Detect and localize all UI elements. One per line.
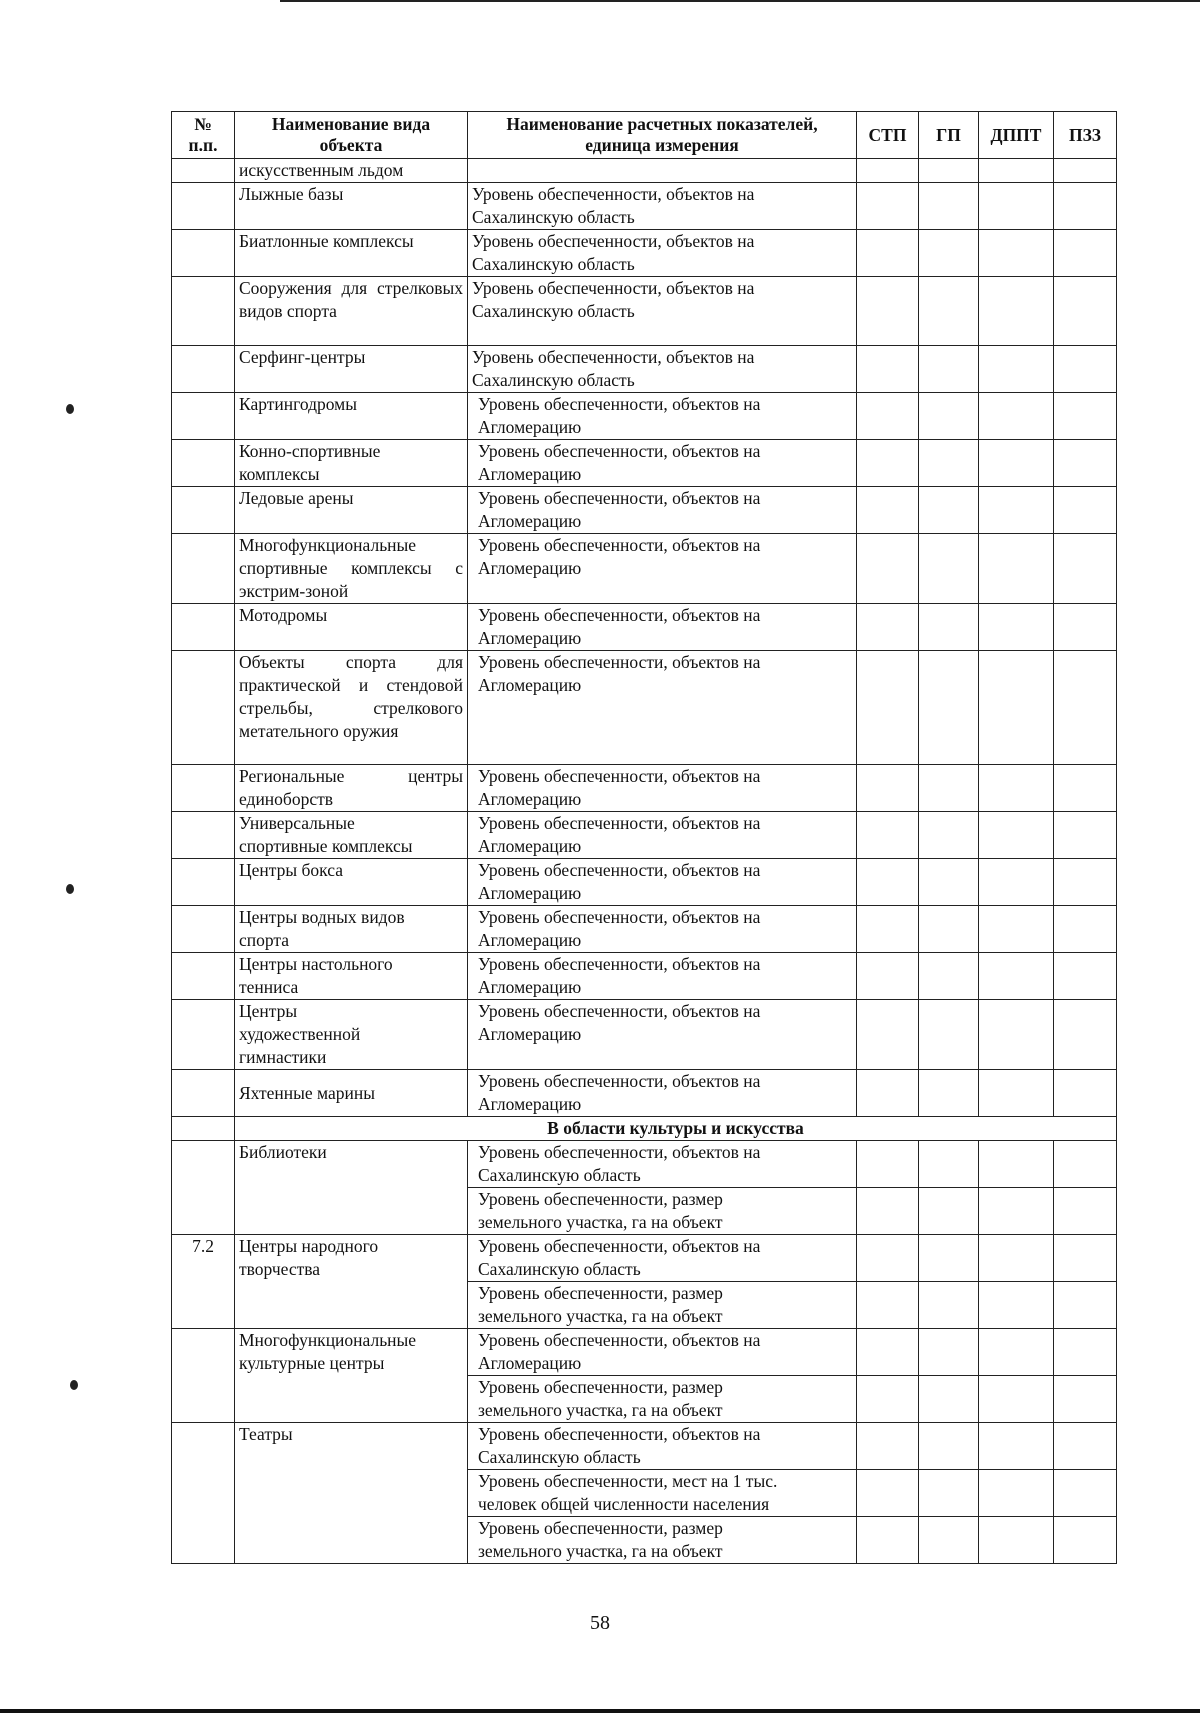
cell-dppt — [979, 487, 1054, 534]
cell-dppt — [979, 1000, 1054, 1070]
scan-edge-top — [280, 0, 1200, 2]
cell-pzz — [1054, 604, 1117, 651]
cell-gp — [919, 1423, 979, 1470]
indicator: Уровень обеспеченности, объектов на Сахалинскую область — [468, 277, 857, 346]
section-title: В области культуры и искусства — [235, 1117, 1117, 1141]
object-name: Конно-спортивные комплексы — [235, 440, 468, 487]
object-name: Биатлонные комплексы — [235, 230, 468, 277]
cell-gp — [919, 765, 979, 812]
table-row — [172, 1423, 1117, 1470]
cell-pzz — [1054, 765, 1117, 812]
page-number: 58 — [590, 1612, 610, 1634]
header-pzz: ПЗЗ — [1054, 112, 1117, 159]
cell-stp — [857, 440, 919, 487]
table-row — [172, 1000, 1117, 1070]
cell-gp — [919, 346, 979, 393]
cell-stp — [857, 765, 919, 812]
indicator: Уровень обеспеченности, объектов на Агломерацию — [468, 534, 857, 604]
row-num — [172, 906, 235, 953]
cell-pzz — [1054, 277, 1117, 346]
cell-pzz — [1054, 1376, 1117, 1423]
table-row — [172, 346, 1117, 393]
indicator: Уровень обеспеченности, объектов на Сахалинскую область — [468, 1141, 857, 1188]
cell-stp — [857, 859, 919, 906]
row-num — [172, 183, 235, 230]
cell-pzz — [1054, 1329, 1117, 1376]
row-num — [172, 953, 235, 1000]
row-num — [172, 440, 235, 487]
row-num — [172, 393, 235, 440]
row-num — [172, 651, 235, 765]
table-row — [172, 604, 1117, 651]
cell-gp — [919, 1282, 979, 1329]
cell-pzz — [1054, 346, 1117, 393]
cell-gp — [919, 1517, 979, 1564]
indicator: Уровень обеспеченности, размер земельного участка, га на объект — [468, 1517, 857, 1564]
cell-pzz — [1054, 1470, 1117, 1517]
cell-gp — [919, 604, 979, 651]
cell-dppt — [979, 230, 1054, 277]
cell-gp — [919, 1000, 979, 1070]
cell-pzz — [1054, 859, 1117, 906]
standards-table — [171, 111, 1117, 1564]
cell-stp — [857, 183, 919, 230]
cell-dppt — [979, 1470, 1054, 1517]
table-row — [172, 159, 1117, 183]
cell-pzz — [1054, 183, 1117, 230]
cell-dppt — [979, 534, 1054, 604]
cell-dppt — [979, 277, 1054, 346]
cell-gp — [919, 906, 979, 953]
table-row — [172, 440, 1117, 487]
cell-dppt — [979, 1070, 1054, 1117]
cell-gp — [919, 651, 979, 765]
object-name: Объекты спорта для практической и стендовой стрельбы, стрелкового метательного оружия — [235, 651, 468, 765]
indicator: Уровень обеспеченности, объектов на Сахалинскую область — [468, 346, 857, 393]
object-name: Мотодромы — [235, 604, 468, 651]
cell-pzz — [1054, 487, 1117, 534]
cell-stp — [857, 159, 919, 183]
cell-pzz — [1054, 1141, 1117, 1188]
cell-pzz — [1054, 953, 1117, 1000]
cell-stp — [857, 277, 919, 346]
cell-gp — [919, 1470, 979, 1517]
cell-dppt — [979, 183, 1054, 230]
cell-dppt — [979, 1376, 1054, 1423]
table-row — [172, 534, 1117, 604]
table-row — [172, 812, 1117, 859]
punch-hole-mark — [66, 884, 74, 894]
table-row — [172, 1329, 1117, 1376]
cell-gp — [919, 1376, 979, 1423]
cell-pzz — [1054, 906, 1117, 953]
cell-dppt — [979, 1423, 1054, 1470]
table-row — [172, 277, 1117, 346]
cell-dppt — [979, 812, 1054, 859]
cell-dppt — [979, 1329, 1054, 1376]
indicator: Уровень обеспеченности, объектов на Агломерацию — [468, 440, 857, 487]
table-row — [172, 1070, 1117, 1117]
row-num — [172, 1423, 235, 1564]
cell-stp — [857, 651, 919, 765]
indicator: Уровень обеспеченности, мест на 1 тыс. человек общей численности населения — [468, 1470, 857, 1517]
cell-stp — [857, 1070, 919, 1117]
punch-hole-mark — [66, 404, 74, 414]
row-num — [172, 230, 235, 277]
cell-dppt — [979, 346, 1054, 393]
cell-stp — [857, 812, 919, 859]
indicator: Уровень обеспеченности, объектов на Агломерацию — [468, 859, 857, 906]
cell-dppt — [979, 1517, 1054, 1564]
cell-pzz — [1054, 1070, 1117, 1117]
header-num: № п.п. — [172, 112, 235, 159]
cell-gp — [919, 230, 979, 277]
cell-stp — [857, 1423, 919, 1470]
object-name: Многофункциональные спортивные комплексы с экстрим-зоной — [235, 534, 468, 604]
cell-gp — [919, 859, 979, 906]
object-name: Региональные центры единоборств — [235, 765, 468, 812]
row-num — [172, 1000, 235, 1070]
indicator: Уровень обеспеченности, размер земельного участка, га на объект — [468, 1282, 857, 1329]
cell-gp — [919, 277, 979, 346]
cell-gp — [919, 1188, 979, 1235]
cell-stp — [857, 487, 919, 534]
cell-pzz — [1054, 1517, 1117, 1564]
cell-gp — [919, 487, 979, 534]
cell-pzz — [1054, 812, 1117, 859]
indicator: Уровень обеспеченности, объектов на Агломерацию — [468, 906, 857, 953]
cell-pzz — [1054, 1282, 1117, 1329]
cell-gp — [919, 1141, 979, 1188]
row-num — [172, 604, 235, 651]
cell-stp — [857, 1470, 919, 1517]
cell-dppt — [979, 953, 1054, 1000]
table-row — [172, 906, 1117, 953]
cell-dppt — [979, 159, 1054, 183]
row-num — [172, 277, 235, 346]
cell-gp — [919, 534, 979, 604]
cell-dppt — [979, 1188, 1054, 1235]
header-indicator: Наименование расчетных показателей, единица измерения — [468, 112, 857, 159]
cell-pzz — [1054, 534, 1117, 604]
table-row — [172, 183, 1117, 230]
object-name: Библиотеки — [235, 1141, 468, 1235]
cell-stp — [857, 1282, 919, 1329]
cell-gp — [919, 812, 979, 859]
indicator: Уровень обеспеченности, объектов на Агломерацию — [468, 1070, 857, 1117]
object-name: Центры водных видов спорта — [235, 906, 468, 953]
object-name: Ледовые арены — [235, 487, 468, 534]
cell-gp — [919, 1070, 979, 1117]
row-num — [172, 487, 235, 534]
cell-stp — [857, 604, 919, 651]
object-name: Лыжные базы — [235, 183, 468, 230]
cell-stp — [857, 393, 919, 440]
table-row — [172, 393, 1117, 440]
indicator — [468, 159, 857, 183]
row-num — [172, 1141, 235, 1235]
cell-pzz — [1054, 1235, 1117, 1282]
header-object-name: Наименование вида объекта — [235, 112, 468, 159]
row-num — [172, 534, 235, 604]
cell-dppt — [979, 1141, 1054, 1188]
cell-pzz — [1054, 393, 1117, 440]
indicator: Уровень обеспеченности, объектов на Сахалинскую область — [468, 1235, 857, 1282]
indicator: Уровень обеспеченности, размер земельного участка, га на объект — [468, 1188, 857, 1235]
indicator: Уровень обеспеченности, объектов на Агломерацию — [468, 765, 857, 812]
cell-stp — [857, 346, 919, 393]
table-row — [172, 953, 1117, 1000]
indicator: Уровень обеспеченности, объектов на Агломерацию — [468, 487, 857, 534]
indicator: Уровень обеспеченности, объектов на Сахалинскую область — [468, 230, 857, 277]
object-name: Театры — [235, 1423, 468, 1564]
indicator: Уровень обеспеченности, объектов на Сахалинскую область — [468, 183, 857, 230]
indicator: Уровень обеспеченности, размер земельного участка, га на объект — [468, 1376, 857, 1423]
table-row — [172, 487, 1117, 534]
indicator: Уровень обеспеченности, объектов на Агломерацию — [468, 1000, 857, 1070]
cell-dppt — [979, 1282, 1054, 1329]
cell-gp — [919, 953, 979, 1000]
row-num — [172, 859, 235, 906]
cell-pzz — [1054, 230, 1117, 277]
row-num — [172, 346, 235, 393]
object-name: Центры художественной гимнастики — [235, 1000, 468, 1070]
row-num — [172, 812, 235, 859]
object-name: искусственным льдом — [235, 159, 468, 183]
table-row — [172, 765, 1117, 812]
cell-stp — [857, 1329, 919, 1376]
cell-stp — [857, 534, 919, 604]
indicator: Уровень обеспеченности, объектов на Агломерацию — [468, 604, 857, 651]
object-name: Картингодромы — [235, 393, 468, 440]
cell-gp — [919, 1235, 979, 1282]
object-name: Универсальные спортивные комплексы — [235, 812, 468, 859]
cell-stp — [857, 1235, 919, 1282]
cell-stp — [857, 1517, 919, 1564]
table-row — [172, 1141, 1117, 1188]
indicator: Уровень обеспеченности, объектов на Агломерацию — [468, 812, 857, 859]
row-num — [172, 1070, 235, 1117]
indicator: Уровень обеспеченности, объектов на Агломерацию — [468, 953, 857, 1000]
cell-stp — [857, 906, 919, 953]
cell-gp — [919, 1329, 979, 1376]
object-name: Центры бокса — [235, 859, 468, 906]
cell-stp — [857, 230, 919, 277]
cell-dppt — [979, 604, 1054, 651]
header-stp: СТП — [857, 112, 919, 159]
cell-stp — [857, 1376, 919, 1423]
cell-pzz — [1054, 440, 1117, 487]
indicator: Уровень обеспеченности, объектов на Агломерацию — [468, 393, 857, 440]
cell-pzz — [1054, 651, 1117, 765]
object-name: Многофункциональные культурные центры — [235, 1329, 468, 1423]
header-dppt: ДППТ — [979, 112, 1054, 159]
row-num — [172, 1329, 235, 1423]
cell-pzz — [1054, 1000, 1117, 1070]
cell-dppt — [979, 765, 1054, 812]
row-num — [172, 765, 235, 812]
table-header-row — [172, 112, 1117, 159]
table-row — [172, 230, 1117, 277]
header-gp: ГП — [919, 112, 979, 159]
section-row — [172, 1117, 1117, 1141]
row-num — [172, 1117, 235, 1141]
indicator: Уровень обеспеченности, объектов на Агломерацию — [468, 1329, 857, 1376]
cell-gp — [919, 159, 979, 183]
cell-pzz — [1054, 159, 1117, 183]
object-name: Яхтенные марины — [235, 1070, 468, 1117]
cell-dppt — [979, 906, 1054, 953]
table-row — [172, 651, 1117, 765]
cell-dppt — [979, 393, 1054, 440]
cell-pzz — [1054, 1188, 1117, 1235]
object-name: Сооружения для стрелковых видов спорта — [235, 277, 468, 346]
cell-gp — [919, 393, 979, 440]
cell-dppt — [979, 859, 1054, 906]
cell-dppt — [979, 440, 1054, 487]
row-num: 7.2 — [172, 1235, 235, 1329]
cell-stp — [857, 1141, 919, 1188]
cell-gp — [919, 440, 979, 487]
cell-gp — [919, 183, 979, 230]
object-name: Центры настольного тенниса — [235, 953, 468, 1000]
indicator: Уровень обеспеченности, объектов на Агломерацию — [468, 651, 857, 765]
cell-pzz — [1054, 1423, 1117, 1470]
table-row — [172, 1235, 1117, 1282]
indicator: Уровень обеспеченности, объектов на Сахалинскую область — [468, 1423, 857, 1470]
cell-dppt — [979, 1235, 1054, 1282]
cell-stp — [857, 1188, 919, 1235]
cell-dppt — [979, 651, 1054, 765]
punch-hole-mark — [70, 1380, 78, 1390]
scan-edge-bottom — [0, 1709, 1200, 1713]
cell-stp — [857, 953, 919, 1000]
row-num — [172, 159, 235, 183]
object-name: Центры народного творчества — [235, 1235, 468, 1329]
table-row — [172, 859, 1117, 906]
cell-stp — [857, 1000, 919, 1070]
object-name: Серфинг-центры — [235, 346, 468, 393]
